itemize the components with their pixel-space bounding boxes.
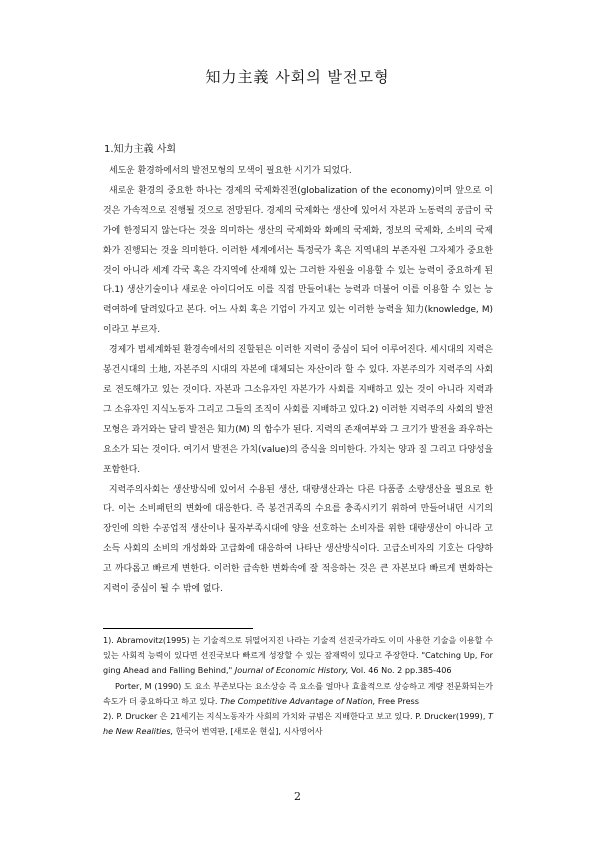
paragraph: 경제가 범세계화된 환경속에서의 진할된은 이러한 지력이 중심이 되어 이루어진다. 세시대의 지력은 봉건시대의 土地, 자본주의 시대의 자본에 대체되는 자산이라 할 수 있다. 자본주의가 지력주의 사회로 전도해가고 있는 것이다. 자본과 그소유자인 자본가가 사회를 지배하고 있는 것이 아니라 지력과 그 소유자인 지식노동자 그리고 그들의 조직이 사회를 지배하고 있다.2) 이러한 지력주의 사회의 발전모형은 과거와는 달리 발전은 知力(M) 의 함수가 된다. 지력의 존재여부와 그 크기가 발전을 좌우하는 요소가 되는 것이다. 여기서 발전은 가치(value)의 증식을 의미한다. 가치는 양과 질 그리고 다양성을 포함한다. [103, 345, 493, 475]
footnote-text: 한국어 번역판, [새로운 현실], 시사영어사 [173, 726, 323, 737]
footnote-text: Vol. 46 No. 2 pp.385-406 [348, 665, 452, 676]
footnote-text: Free Press [375, 695, 419, 706]
footnote-journal: Journal of Economic History, [234, 665, 349, 676]
footnote-1-continued [103, 679, 493, 709]
footnotes [103, 633, 493, 739]
footnote-separator [103, 628, 253, 629]
paragraph: 새로운 환경의 중요한 하나는 경제의 국제화진전(globalization of the economy)이며 앞으로 이것은 가속적으로 진행될 것으로 전망된다. 경제의 국제화는 생산에 있어서 자본과 노동력의 공급이 국가에 한정되지 않는다는 것을 의미하는 생산의 국제화와 화폐의 국제화, 정보의 국제화, 소비의 국제화가 진행되는 것을 의미한다. 이러한 세계에서는 특정국가 혹은 지역내의 부존자원 그자체가 중요한 것이 아니라 세계 각국 혹은 각지역에 산재해 있는 그러한 자원을 이용할 수 있는 능력이 중요하게 된다.1) 생산기술이나 새로운 아이디어도 이를 직접 만들어내는 능력과 더불어 이를 이용할 수 있는 능력여하에 달려있다고 본다. 어느 사회 혹은 기업이 가지고 있는 이러한 능력을 知力(knowledge, M)이라고 부르자. [103, 185, 493, 336]
footnote-2 [103, 709, 493, 739]
footnote-text: 1). Abramovitz(1995) 는 기술적으로 뒤떨어지진 나라는 기술적 선진국가라도 이미 사용한 기술을 이용할 수 있는 사회적 능력이 있다면 선진국보다 빠르게 성장할 수 있는 잠재력이 있다고 주장한다. "Catching Up, Forging Ahead and Falling Behind," [103, 635, 493, 676]
footnote-text: Porter, M (1990) 도 요소 부존보다는 요소상승 즉 요소를 얼마나 효율적으로 상승하고 계량 전문화되는가 속도가 더 중요하다고 하고 있다. [103, 680, 493, 706]
section-heading: 1.知力主義 사회 [104, 144, 177, 155]
footnote-book-title: The New Realities, [103, 711, 493, 737]
body-text [103, 162, 493, 600]
paragraph: 세도운 환경하에서의 발전모형의 모색이 필요한 시기가 되었다. [109, 166, 352, 176]
footnote-book-title: The Competitive Advantage of Nation, [220, 695, 376, 706]
paragraph: 지력주의사회는 생산방식에 있어서 수용된 생산, 대량생산과는 다른 다품종 소량생산을 필요로 한다. 이는 소비패턴의 변화에 대응한다. 즉 봉건귀족의 수요를 충족시키기 위하여 만들어내던 시기의 장인에 의한 수공업적 생산이나 물자부족시대에 양을 선호하는 소비자를 위한 대량생산이 아니라 고소득 사회의 소비의 개성화와 고급화에 대응하여 나타난 생산방식이다. 고급소비자의 기호는 다양하고 까다롭고 빠르게 변한다. 이러한 급속한 변화속에 잘 적응하는 것은 큰 자본보다 빠르게 변화하는 지력이 중심이 될 수 밖에 없다. [103, 484, 493, 595]
footnote-text: 2). P. Drucker 은 21세기는 지식노동자가 사회의 가치와 규범은 지배한다고 보고 있다. P. Drucker(1999), [103, 711, 489, 722]
document-title: 知力主義 사회의 발전모형 [205, 68, 390, 86]
footnote-1 [103, 633, 493, 679]
page-number: 2 [294, 790, 301, 803]
